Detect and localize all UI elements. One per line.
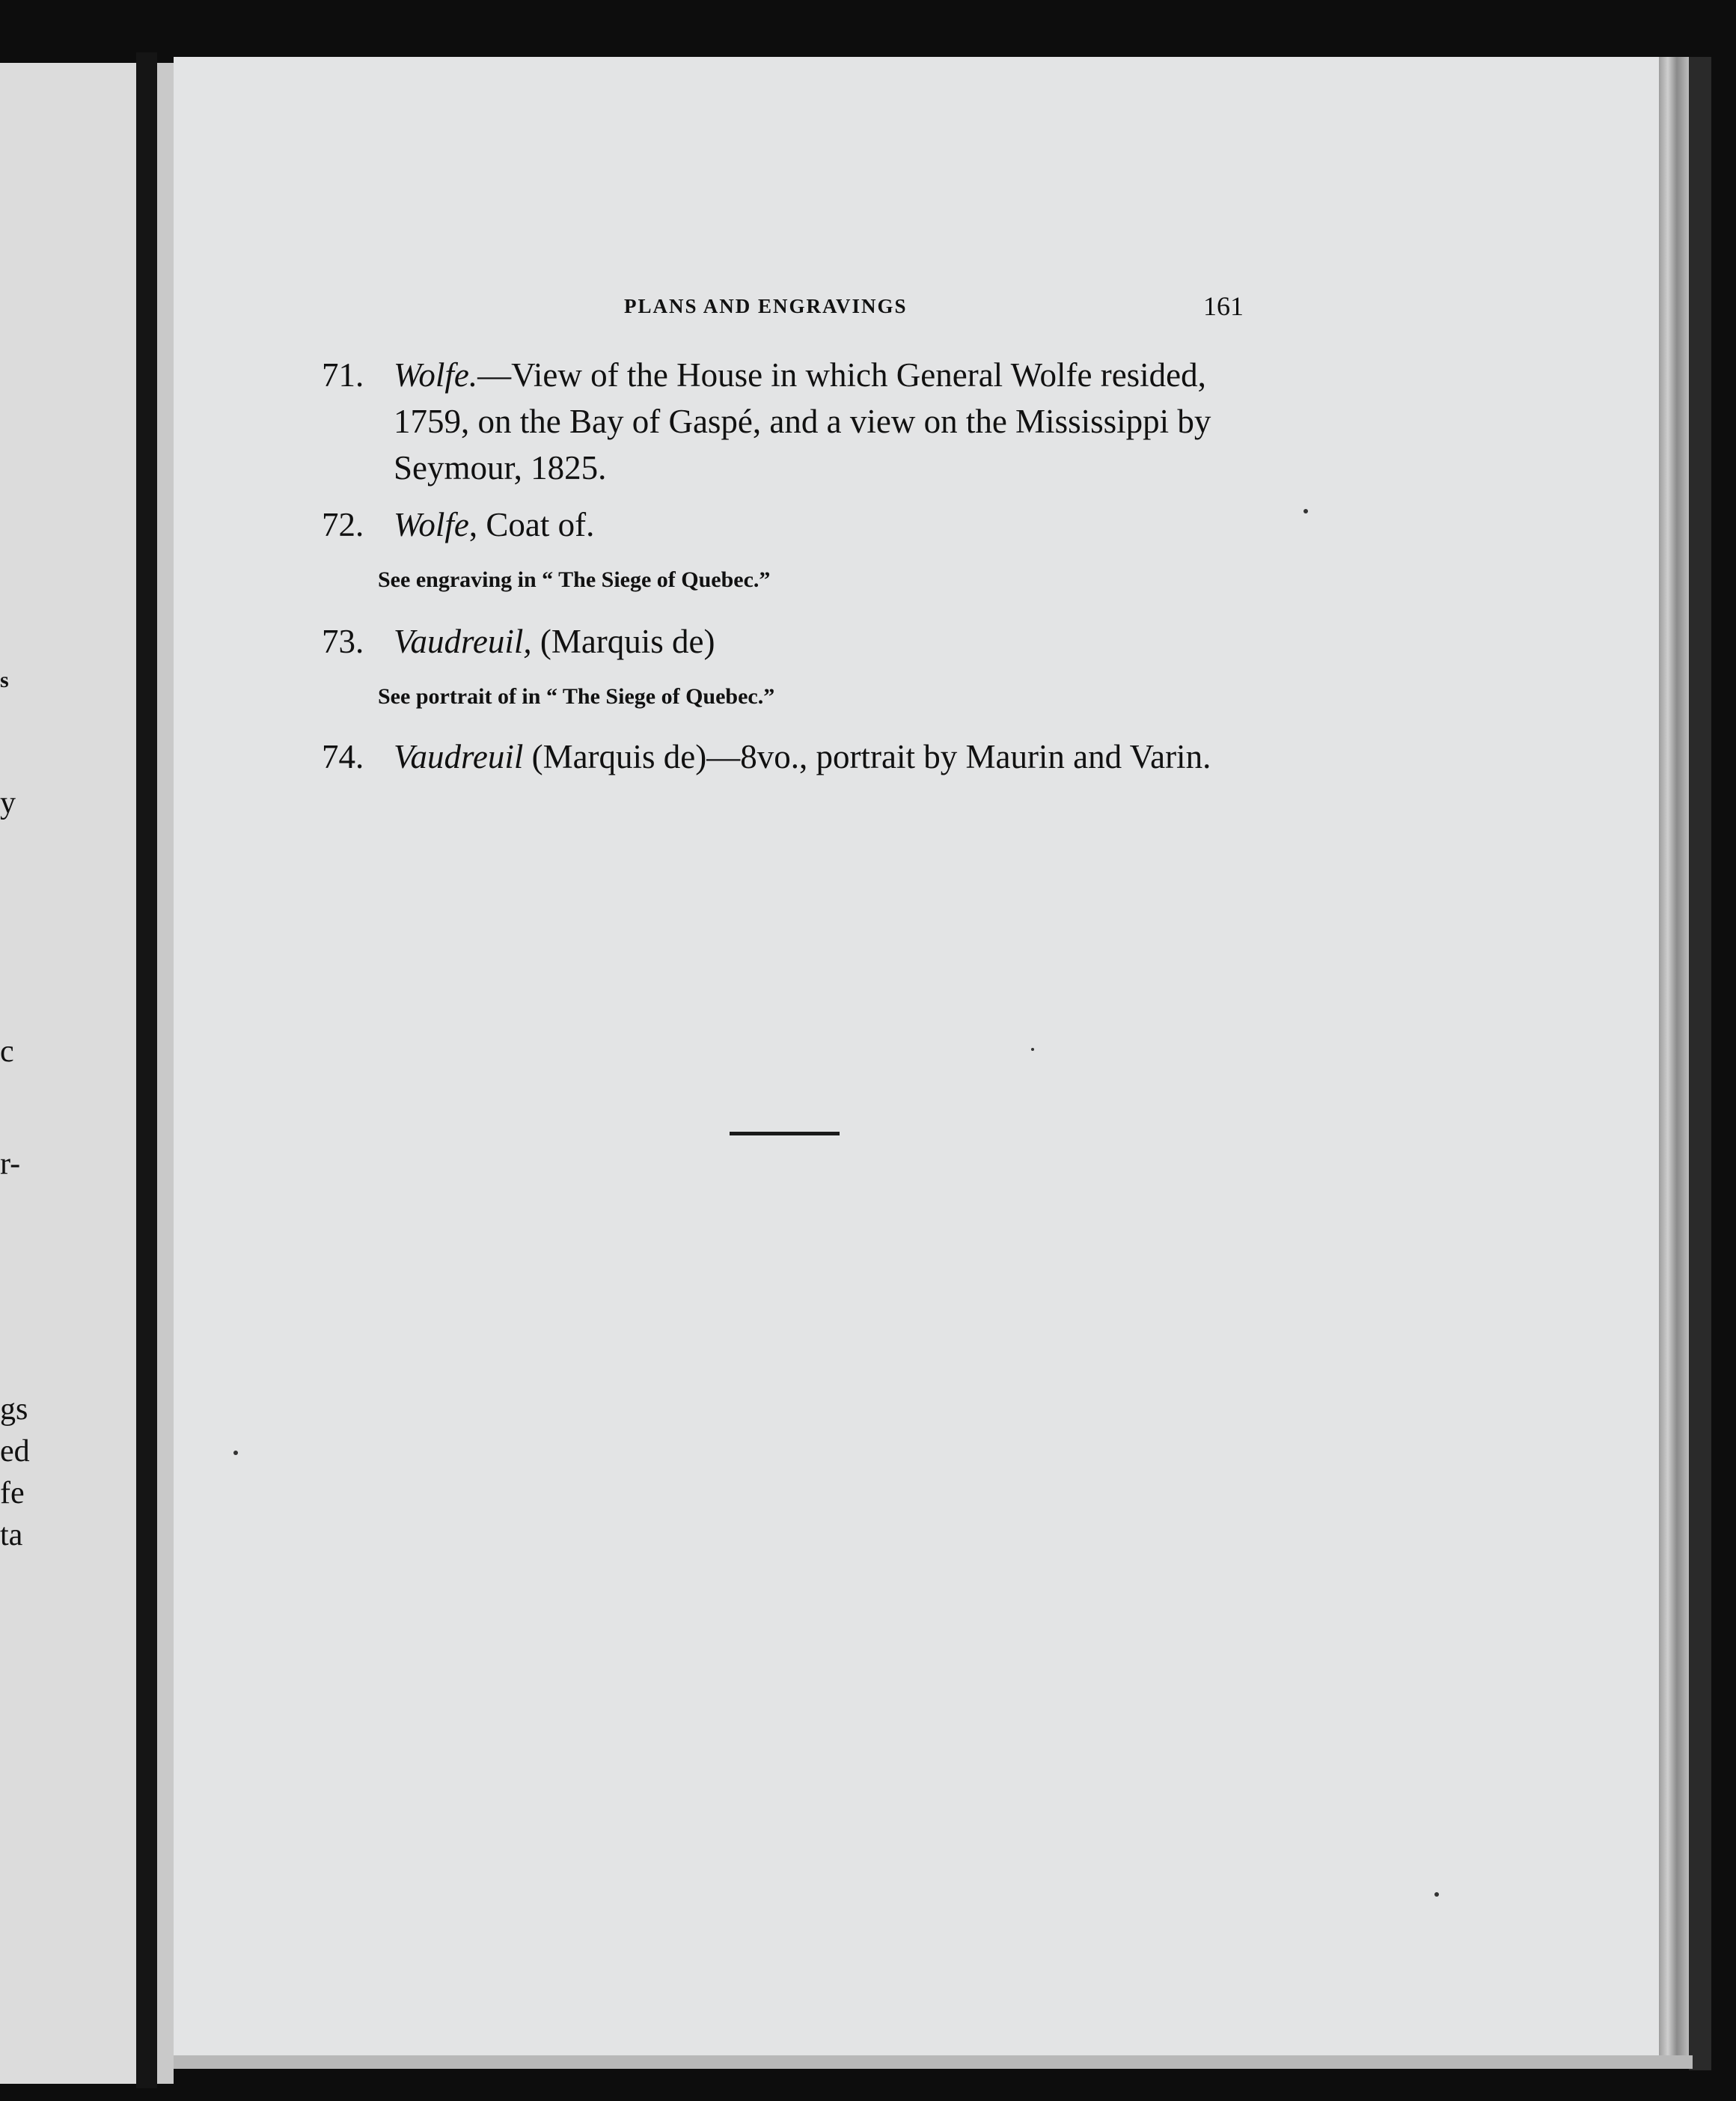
entry-number: 71. xyxy=(322,356,364,394)
entry-text: (Marquis de) xyxy=(531,623,715,660)
page-edge xyxy=(1659,57,1689,2055)
catalogue-entry xyxy=(322,734,1250,780)
entry-lead: Vaudreuil, xyxy=(394,623,532,660)
left-page-text: gs xyxy=(0,1392,28,1427)
left-page-text: s xyxy=(0,668,9,692)
entry-body xyxy=(394,501,1250,548)
entry-lead: Wolfe. xyxy=(394,356,478,394)
left-page-text: ed xyxy=(0,1434,30,1469)
catalogue-entry xyxy=(322,618,1250,665)
cover-edge xyxy=(1689,57,1711,2070)
entry-number: 73. xyxy=(322,623,364,660)
entry-text: —View of the House in which General Wolfe resided, 1759, on the Bay of Gaspé, and a view on the Mississippi by Seymour, 1825. xyxy=(394,356,1211,487)
page-gutter xyxy=(157,63,174,2084)
left-page-text: fe xyxy=(0,1476,25,1510)
entry-note: See engraving in “ The Siege of Quebec.” xyxy=(378,567,771,592)
running-title: PLANS AND ENGRAVINGS xyxy=(624,295,908,317)
scan-speck xyxy=(233,1451,238,1455)
entry-body xyxy=(394,734,1250,780)
scan-speck xyxy=(1031,1048,1034,1051)
left-page-text: ta xyxy=(0,1518,23,1552)
page-bottom-edge xyxy=(174,2055,1693,2069)
entry-lead: Vaudreuil xyxy=(394,738,524,775)
entry-body xyxy=(394,352,1250,491)
entry-number: 74. xyxy=(322,738,364,775)
left-page-text: y xyxy=(0,786,16,820)
entry-lead: Wolfe xyxy=(394,506,469,543)
section-end-rule xyxy=(730,1132,840,1135)
scan-speck xyxy=(1434,1892,1439,1897)
entry-note: See portrait of in “ The Siege of Quebec.” xyxy=(378,684,775,709)
catalogue-entry xyxy=(322,501,1250,548)
entry-text: (Marquis de)—8vo., portrait by Maurin and Varin. xyxy=(523,738,1211,775)
page-number: 161 xyxy=(1203,291,1244,321)
catalogue-entry xyxy=(322,352,1250,491)
entry-number: 72. xyxy=(322,506,364,543)
left-page-fragment xyxy=(0,63,136,2084)
scan-speck xyxy=(1303,509,1308,513)
book-binding xyxy=(136,52,157,2088)
entry-text: , Coat of. xyxy=(468,506,595,543)
left-page-text: r- xyxy=(0,1147,21,1181)
entry-body xyxy=(394,618,1250,665)
left-page-text: c xyxy=(0,1034,14,1069)
